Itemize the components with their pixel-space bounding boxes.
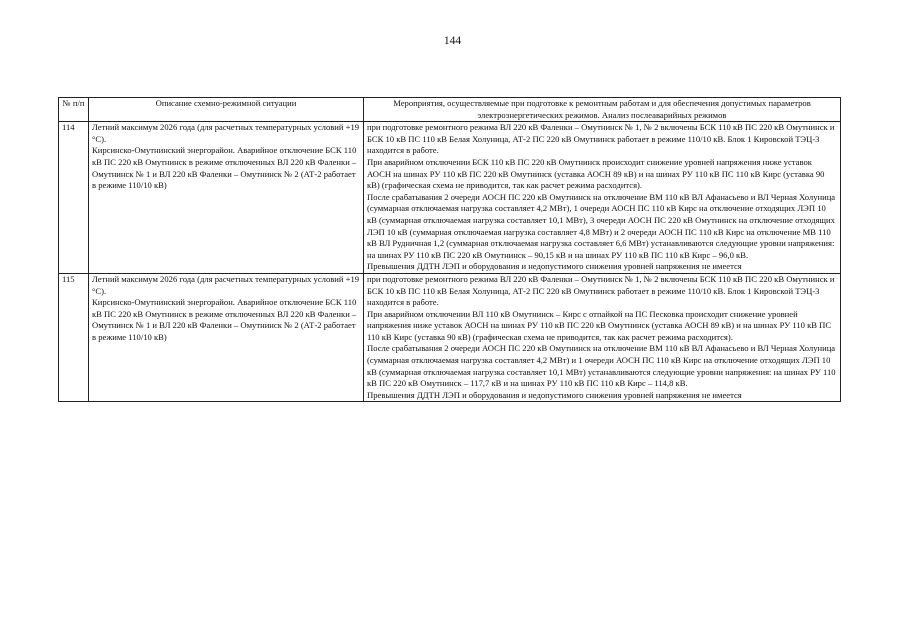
measures-paragraph: при подготовке ремонтного режима ВЛ 220 кВ Фаленки – Омутнинск № 1, № 2 включены БСК 110 кВ ПС 220 кВ Омутнинск и БСК 10 кВ ПС 110 кВ Белая Холуница, АТ-2 ПС 220 кВ Омутнинск работает в режиме 110/10 кВ. Блок 1 Кировской ТЭЦ-3 находится в работе. xyxy=(367,122,835,156)
row-measures xyxy=(364,273,841,402)
measures-paragraph: при подготовке ремонтного режима ВЛ 220 кВ Фаленки – Омутнинск № 1, № 2 включены БСК 110 кВ ПС 220 кВ Омутнинск и БСК 10 кВ ПС 110 кВ Белая Холуница, АТ-2 ПС 220 кВ Омутнинск работает в режиме 110/10 кВ. Блок 1 Кировской ТЭЦ-3 находится в работе. xyxy=(367,273,835,308)
row-measures xyxy=(364,122,841,274)
row-description xyxy=(89,122,364,274)
measures-paragraph: При аварийном отключении БСК 110 кВ ПС 220 кВ Омутнинск происходит снижение уровней напряжения ниже уставок АОСН на шинах РУ 110 кВ ПС 220 кВ Омутнинск (уставка АОСН 89 кВ) и на шинах РУ 110 кВ ПС 110 кВ Кирс (уставка 90 кВ) (графическая схема не приводится, так как расчет режима расходится). xyxy=(367,156,825,191)
page-number: 144 xyxy=(443,35,462,47)
description-paragraph: Летний максимум 2026 года (для расчетных температурных условий +19 °С). xyxy=(92,273,360,296)
row-num: 115 xyxy=(59,273,89,402)
situations-table xyxy=(58,97,841,402)
header-measures: Мероприятия, осуществляемые при подготовке к ремонтным работам и для обеспечения допустимых параметров электроэнергетических режимов. Анализ послеаварийных режимов xyxy=(364,98,841,122)
row-num: 114 xyxy=(59,122,89,274)
description-paragraph: Летний максимум 2026 года (для расчетных температурных условий +19 °С). xyxy=(92,122,360,144)
measures-paragraph: Превышения ДДТН ЛЭП и оборудования и недопустимого снижения уровней напряжения не имеется xyxy=(367,261,742,272)
measures-paragraph: Превышения ДДТН ЛЭП и оборудования и недопустимого снижения уровней напряжения не имеется xyxy=(367,389,742,400)
header-num: № п/п xyxy=(59,98,89,122)
measures-paragraph: После срабатывания 2 очереди АОСН ПС 220 кВ Омутнинск на отключение ВМ 110 кВ ВЛ Афанасьево и ВЛ Черная Холуница (суммарная отключаемая нагрузка составляет 4,2 МВт) и 1 очереди АОСН ПС 110 кВ Кирс на отключение отходящих ЛЭП 10 кВ (суммарная отключаемая нагрузка составляет 10,1 МВт) устанавливаются следующие уровни напряжения: на шинах РУ 110 кВ ПС 220 кВ Омутнинск – 117,7 кВ и на шинах РУ 110 кВ ПС 110 кВ Кирс – 114,8 кВ. xyxy=(367,343,836,389)
description-paragraph: Кирсинско-Омутнинский энергорайон. Аварийное отключение БСК 110 кВ ПС 220 кВ Омутнинск в режиме отключенных ВЛ 220 кВ Фаленки – Омутнинск № 1 и ВЛ 220 кВ Фаленки – Омутнинск № 2 (АТ-2 работает в режиме 110/10 кВ) xyxy=(92,297,357,342)
measures-paragraph: После срабатывания 2 очереди АОСН ПС 220 кВ Омутнинск на отключение ВМ 110 кВ ВЛ Афанасьево и ВЛ Черная Холуница (суммарная отключаемая нагрузка составляет 4,2 МВт), 1 очереди АОСН ПС 110 кВ Кирс на отключение отходящих ЛЭП 10 кВ (суммарная отключаемая нагрузка составляет 10,1 МВт), 3 очереди АОСН ПС 220 кВ Омутнинск на отключение отходящих ЛЭП 10 кВ (суммарная отключаемая нагрузка составляет 4,8 МВт) и 2 очереди АОСН ПС 110 кВ Кирс на отключение МВ 110 кВ ВЛ Рудничная 1,2 (суммарная отключаемая нагрузка составляет 6,6 МВт) устанавливаются следующие уровни напряжения: на шинах РУ 110 кВ ПС 220 кВ Омутнинск – 90,15 кВ и на шинах РУ 110 кВ ПС 110 кВ Кирс – 96,0 кВ. xyxy=(367,191,836,260)
row-description xyxy=(89,273,364,402)
table-header-row xyxy=(59,98,841,122)
description-paragraph: Кирсинско-Омутнинский энергорайон. Аварийное отключение БСК 110 кВ ПС 220 кВ Омутнинск в режиме отключенных ВЛ 220 кВ Фаленки – Омутнинск № 1 и ВЛ 220 кВ Фаленки – Омутнинск № 2 (АТ-2 работает в режиме 110/10 кВ) xyxy=(92,145,357,191)
table-row xyxy=(59,122,841,274)
header-description: Описание схемно-режимной ситуации xyxy=(89,98,364,122)
table-row xyxy=(59,273,841,402)
measures-paragraph: При аварийном отключении ВЛ 110 кВ Омутнинск – Кирс с отпайкой на ПС Песковка происходит снижение уровней напряжения ниже уставок АОСН на шинах РУ 110 кВ ПС 220 кВ Омутнинск (уставка АОСН 89 кВ) и на шинах РУ 110 кВ ПС 110 кВ Кирс (уставка 90 кВ) (графическая схема не приводится, так как расчет режима расходится). xyxy=(367,308,832,342)
